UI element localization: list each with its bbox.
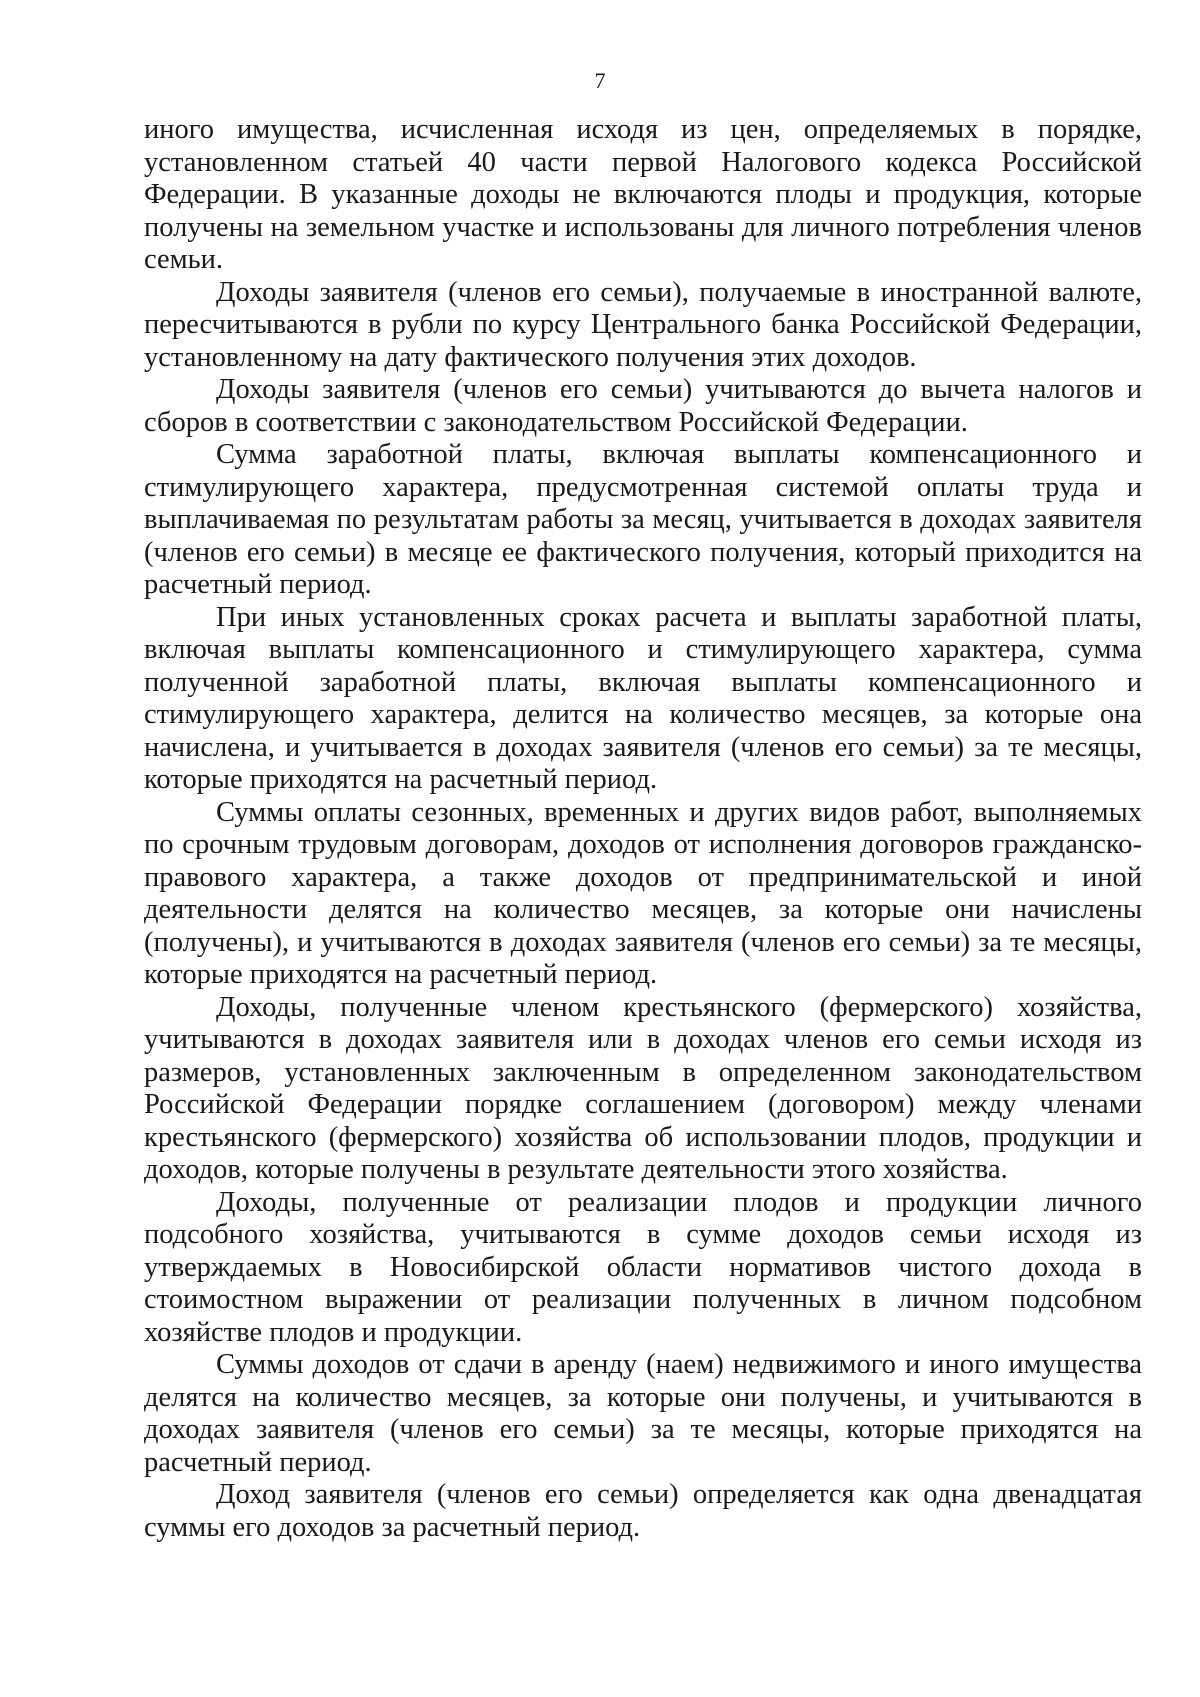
page-number: 7 bbox=[594, 68, 606, 93]
document-body bbox=[144, 114, 1142, 1544]
paragraph-income-definition: Доход заявителя (членов его семьи) определяется как одна двенадцатая суммы его доходов за расчетный период. bbox=[144, 1479, 1142, 1543]
paragraph-rental-income: Суммы доходов от сдачи в аренду (наем) недвижимого и иного имущества делятся на количество месяцев, за которые они получены, и учитываются в доходах заявителя (членов его семьи) за те месяцы, которые приходятся на расчетный период. bbox=[144, 1349, 1142, 1478]
paragraph-farm-member-income: Доходы, полученные членом крестьянского (фермерского) хозяйства, учитываются в доходах заявителя или в доходах членов его семьи исходя из размеров, установленных заключенным в определенном законодательством Российской Федерации порядке соглашением (договором) между членами крестьянского (фермерского) хозяйства об использовании плодов, продукции и доходов, которые получены в результате деятельности этого хозяйства. bbox=[144, 991, 1142, 1185]
paragraph-monthly-salary: Сумма заработной платы, включая выплаты компенсационного и стимулирующего характера, предусмотренная системой оплаты труда и выплачиваемая по результатам работы за месяц, учитывается в доходах заявителя (членов его семьи) в месяце ее фактического получения, который приходится на расчетный период. bbox=[144, 439, 1142, 600]
paragraph-foreign-currency-income: Доходы заявителя (членов его семьи), получаемые в иностранной валюте, пересчитываются в рубли по курсу Центрального банка Российской Федерации, установленному на дату фактического получения этих доходов. bbox=[144, 276, 1142, 373]
paragraph-continuation: иного имущества, исчисленная исходя из цен, определяемых в порядке, установленном статьей 40 части первой Налогового кодекса Российской Федерации. В указанные доходы не включаются плоды и продукция, которые получены на земельном участке и использованы для личного потребления членов семьи. bbox=[144, 114, 1142, 275]
paragraph-subsidiary-farm-income: Доходы, полученные от реализации плодов и продукции личного подсобного хозяйства, учитываются в сумме доходов семьи исходя из утверждаемых в Новосибирской области нормативов чистого дохода в стоимостном выражении от реализации полученных в личном подсобном хозяйстве плодов и продукции. bbox=[144, 1186, 1142, 1348]
paragraph-other-salary-terms: При иных установленных сроках расчета и выплаты заработной платы, включая выплаты компенсационного и стимулирующего характера, сумма полученной заработной платы, включая выплаты компенсационного и стимулирующего характера, делится на количество месяцев, за которые она начислена, и учитывается в доходах заявителя (членов его семьи) за те месяцы, которые приходятся на расчетный период. bbox=[144, 601, 1142, 795]
paragraph-seasonal-work-income: Суммы оплаты сезонных, временных и других видов работ, выполняемых по срочным трудовым договорам, доходов от исполнения договоров гражданско-правового характера, а также доходов от предпринимательской и иной деятельности делятся на количество месяцев, за которые они начислены (получены), и учитываются в доходах заявителя (членов его семьи) за те месяцы, которые приходятся на расчетный период. bbox=[144, 796, 1142, 990]
paragraph-income-before-taxes: Доходы заявителя (членов его семьи) учитываются до вычета налогов и сборов в соответствии с законодательством Российской Федерации. bbox=[144, 374, 1142, 438]
